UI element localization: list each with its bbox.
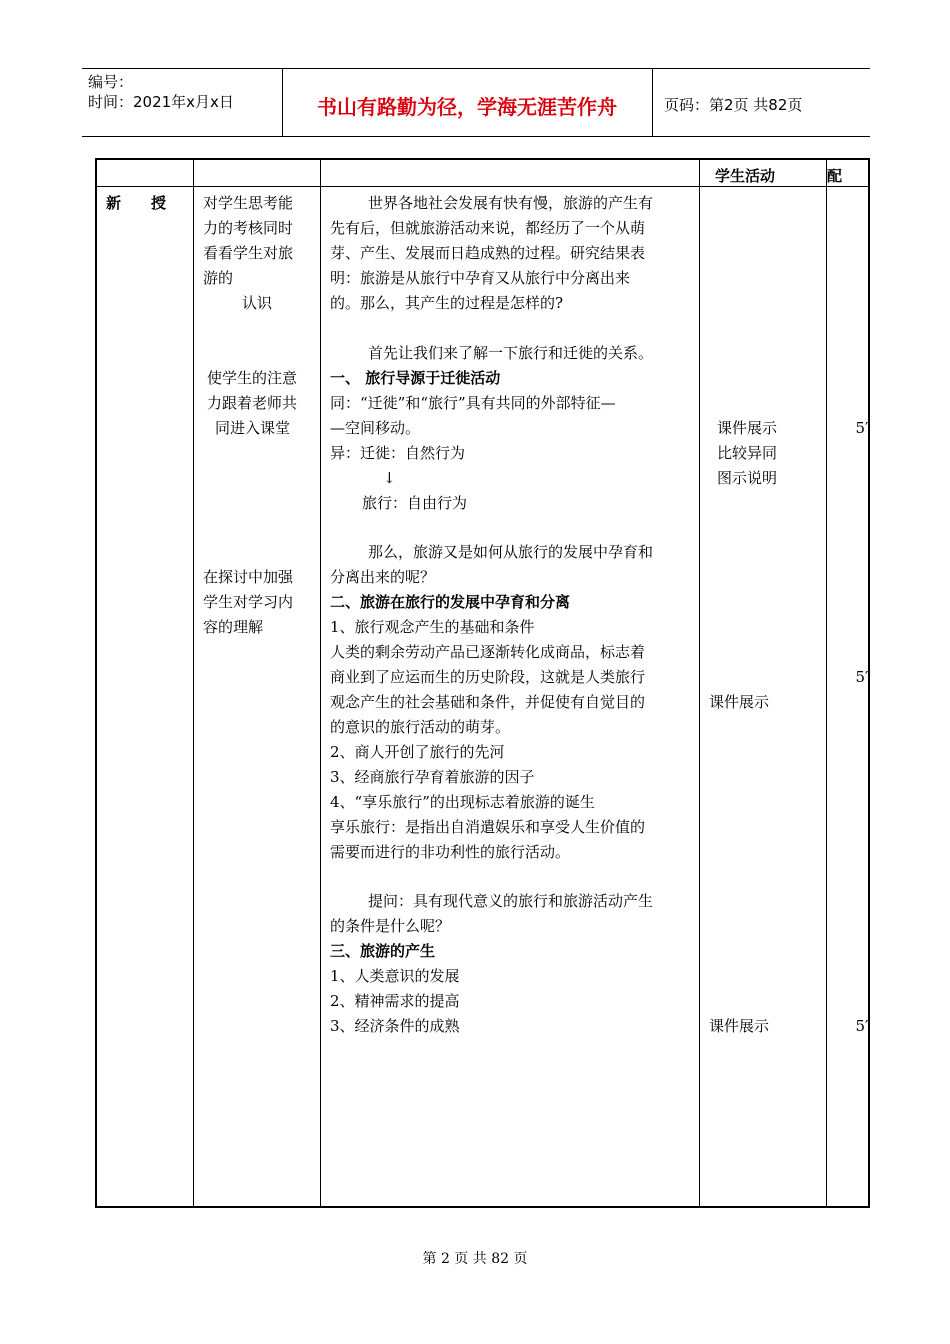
purpose-line: 对学生思考能 (203, 194, 294, 212)
content-line: 异：迁徙：自然行为 (330, 444, 466, 462)
time-value: 5′ (855, 668, 869, 686)
purpose-line: 容的理解 (203, 618, 264, 636)
activity-item: 比较异同 (717, 444, 778, 462)
content-line: 首先让我们来了解一下旅行和迁徙的关系。 (368, 344, 654, 362)
activity-item: 课件展示 (709, 693, 770, 711)
content-line: 人类的剩余劳动产品已逐渐转化成商品，标志着 (330, 643, 646, 661)
header-row-divider (97, 186, 868, 187)
content-line: 3、经商旅行孕育着旅游的因子 (330, 768, 535, 786)
content-line: 3、经济条件的成熟 (330, 1017, 460, 1035)
column-divider (699, 160, 700, 1206)
content-line: 的意识的旅行活动的萌芽。 (330, 718, 511, 736)
col-header-activity: 学生活动 (715, 167, 776, 185)
purpose-line: 游的 (203, 269, 234, 287)
purpose-line: 力跟着老师共 (207, 394, 298, 412)
lesson-table (95, 158, 870, 1208)
activity-item: 课件展示 (717, 419, 778, 437)
content-line: 需要而进行的非功利性的旅行活动。 (330, 843, 571, 861)
purpose-line: 力的考核同时 (203, 219, 294, 237)
purpose-line: 看看学生对旅 (203, 244, 294, 262)
content-line: 的条件是什么呢？ (330, 917, 451, 935)
page-header (82, 68, 870, 137)
content-line: 明：旅游是从旅行中孕育又从旅行中分离出来 (330, 269, 631, 287)
content-line: 1、旅行观念产生的基础和条件 (330, 618, 535, 636)
time-label: 时间：2021年x月x日 (88, 93, 234, 111)
content-line: 旅行：自由行为 (362, 494, 468, 512)
purpose-line: 同进入课堂 (215, 419, 291, 437)
purpose-line: 学生对学习内 (203, 593, 294, 611)
down-arrow-icon: ↓ (383, 469, 396, 487)
time-value: 5′ (855, 1017, 869, 1035)
column-divider (320, 160, 321, 1206)
purpose-line: 使学生的注意 (207, 369, 298, 387)
content-line: 同：“迁徙”和“旅行”具有共同的外部特征— (330, 394, 616, 412)
content-line: 那么，旅游又是如何从旅行的发展中孕育和 (368, 543, 654, 561)
motto: 书山有路勤为径，学海无涯苦作舟 (317, 95, 617, 119)
number-label: 编号： (88, 73, 134, 91)
content-line: 芽、产生、发展而日趋成熟的过程。研究结果表 (330, 244, 646, 262)
content-line: —空间移动。 (330, 419, 421, 437)
content-heading: 一、 旅行导源于迁徙活动 (330, 369, 501, 387)
header-meta (88, 72, 234, 112)
time-value: 5′ (855, 419, 869, 437)
content-heading: 三、旅游的产生 (330, 942, 436, 960)
purpose-line: 在探讨中加强 (203, 568, 294, 586)
content-line: 先有后，但就旅游活动来说，都经历了一个从萌 (330, 219, 646, 237)
content-line: 享乐旅行：是指出自消遣娱乐和享受人生价值的 (330, 818, 646, 836)
content-line: 1、人类意识的发展 (330, 967, 460, 985)
content-line: 商业到了应运而生的历史阶段，这就是人类旅行 (330, 668, 646, 686)
content-line: 的。那么，其产生的过程是怎样的? (330, 294, 564, 312)
content-line: 2、商人开创了旅行的先河 (330, 743, 505, 761)
activity-item: 课件展示 (709, 1017, 770, 1035)
content-line: 分离出来的呢？ (330, 568, 436, 586)
content-line: 世界各地社会发展有快有慢，旅游的产生有 (368, 194, 654, 212)
page-footer: 第 2 页 共 82 页 (422, 1251, 528, 1267)
activity-item: 图示说明 (717, 469, 778, 487)
column-divider (193, 160, 194, 1206)
section-label: 新 授 (106, 194, 167, 212)
content-line: 2、精神需求的提高 (330, 992, 460, 1010)
content-heading: 二、旅游在旅行的发展中孕育和分离 (330, 593, 571, 611)
content-line: 4、“享乐旅行”的出现标志着旅游的诞生 (330, 793, 595, 811)
header-divider (652, 69, 653, 136)
purpose-line: 认识 (242, 294, 273, 312)
content-line: 提问：具有现代意义的旅行和旅游活动产生 (368, 892, 654, 910)
page-info: 页码：第2页 共82页 (664, 96, 803, 114)
content-line: 观念产生的社会基础和条件，并促使有自觉目的 (330, 693, 646, 711)
col-header-alloc: 配 (827, 167, 843, 185)
